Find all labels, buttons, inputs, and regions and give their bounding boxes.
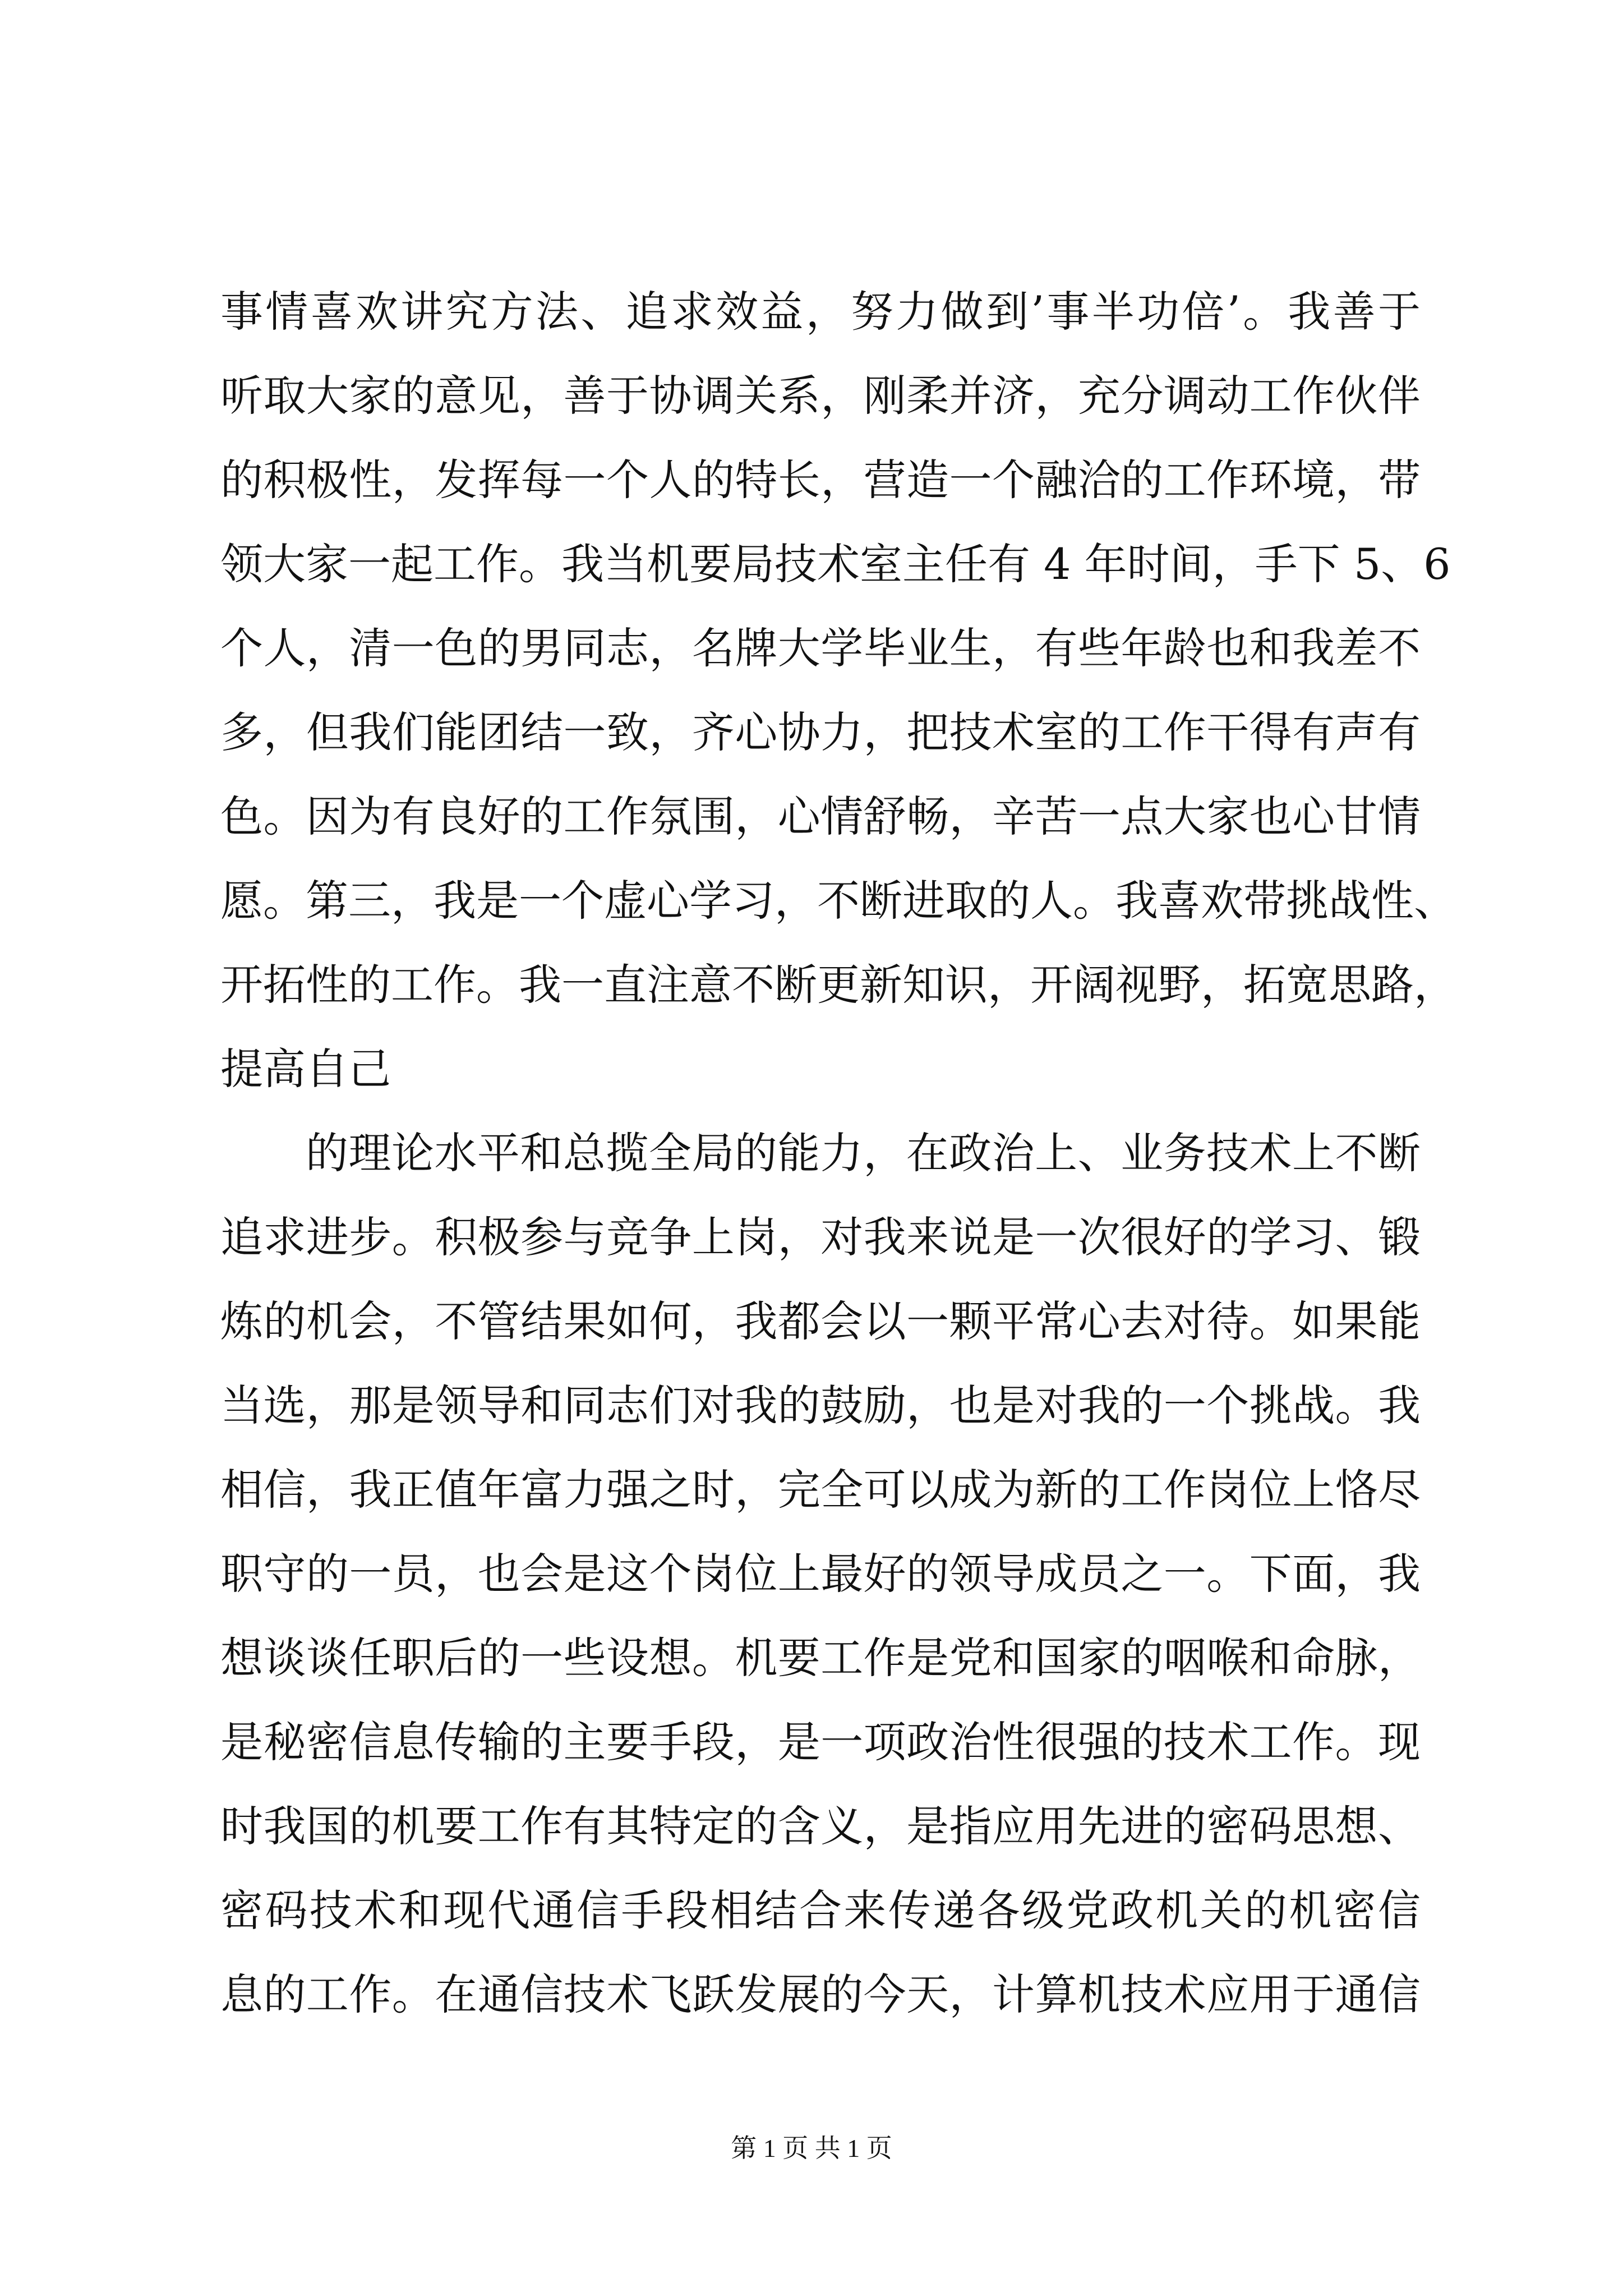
body-line: 想谈谈任职后的一些设想。机要工作是党和国家的咽喉和命脉， <box>220 1633 1421 1683</box>
body-line: 的积极性，发挥每一个人的特长，营造一个融洽的工作环境，带 <box>220 455 1421 505</box>
body-line: 当选，那是领导和同志们对我的鼓励，也是对我的一个挑战。我 <box>220 1381 1421 1430</box>
body-line: 职守的一员，也会是这个岗位上最好的领导成员之一。下面，我 <box>220 1549 1421 1599</box>
body-line: 开拓性的工作。我一直注意不断更新知识，开阔视野，拓宽思路， <box>220 960 1456 1010</box>
body-line: 的理论水平和总揽全局的能力，在政治上、业务技术上不断 <box>306 1128 1421 1178</box>
body-line: 事情喜欢讲究方法、追求效益，努力做到’事半功倍’。我善于 <box>220 287 1421 337</box>
body-line: 息的工作。在通信技术飞跃发展的今天，计算机技术应用于通信 <box>220 1970 1421 2019</box>
body-line: 相信，我正值年富力强之时，完全可以成为新的工作岗位上恪尽 <box>220 1465 1421 1515</box>
body-line: 个人，清一色的男同志，名牌大学毕业生，有些年龄也和我差不 <box>220 623 1421 673</box>
document-body <box>220 270 1456 2037</box>
paragraph-2 <box>220 1111 1421 2037</box>
body-line: 多，但我们能团结一致，齐心协力，把技术室的工作干得有声有 <box>220 707 1421 757</box>
body-line: 是秘密信息传输的主要手段，是一项政治性很强的技术工作。现 <box>220 1717 1421 1767</box>
body-line: 听取大家的意见，善于协调关系，刚柔并济，充分调动工作伙伴 <box>220 371 1421 421</box>
body-line: 愿。第三，我是一个虚心学习，不断进取的人。我喜欢带挑战性、 <box>220 876 1456 926</box>
body-line: 密码技术和现代通信手段相结合来传递各级党政机关的机密信 <box>220 1885 1421 1935</box>
body-line: 领大家一起工作。我当机要局技术室主任有 4 年时间，手下 5、6 <box>220 539 1451 589</box>
paragraph-1 <box>220 270 1456 1111</box>
body-line: 追求进步。积极参与竞争上岗，对我来说是一次很好的学习、锻 <box>220 1212 1421 1262</box>
body-line: 时我国的机要工作有其特定的含义，是指应用先进的密码思想、 <box>220 1801 1421 1851</box>
body-line: 色。因为有良好的工作氛围，心情舒畅，辛苦一点大家也心甘情 <box>220 792 1421 841</box>
page-footer: 第 1 页 共 1 页 <box>731 2134 892 2162</box>
body-line: 炼的机会，不管结果如何，我都会以一颗平常心去对待。如果能 <box>220 1296 1421 1346</box>
body-line: 提高自己 <box>220 1044 391 1094</box>
